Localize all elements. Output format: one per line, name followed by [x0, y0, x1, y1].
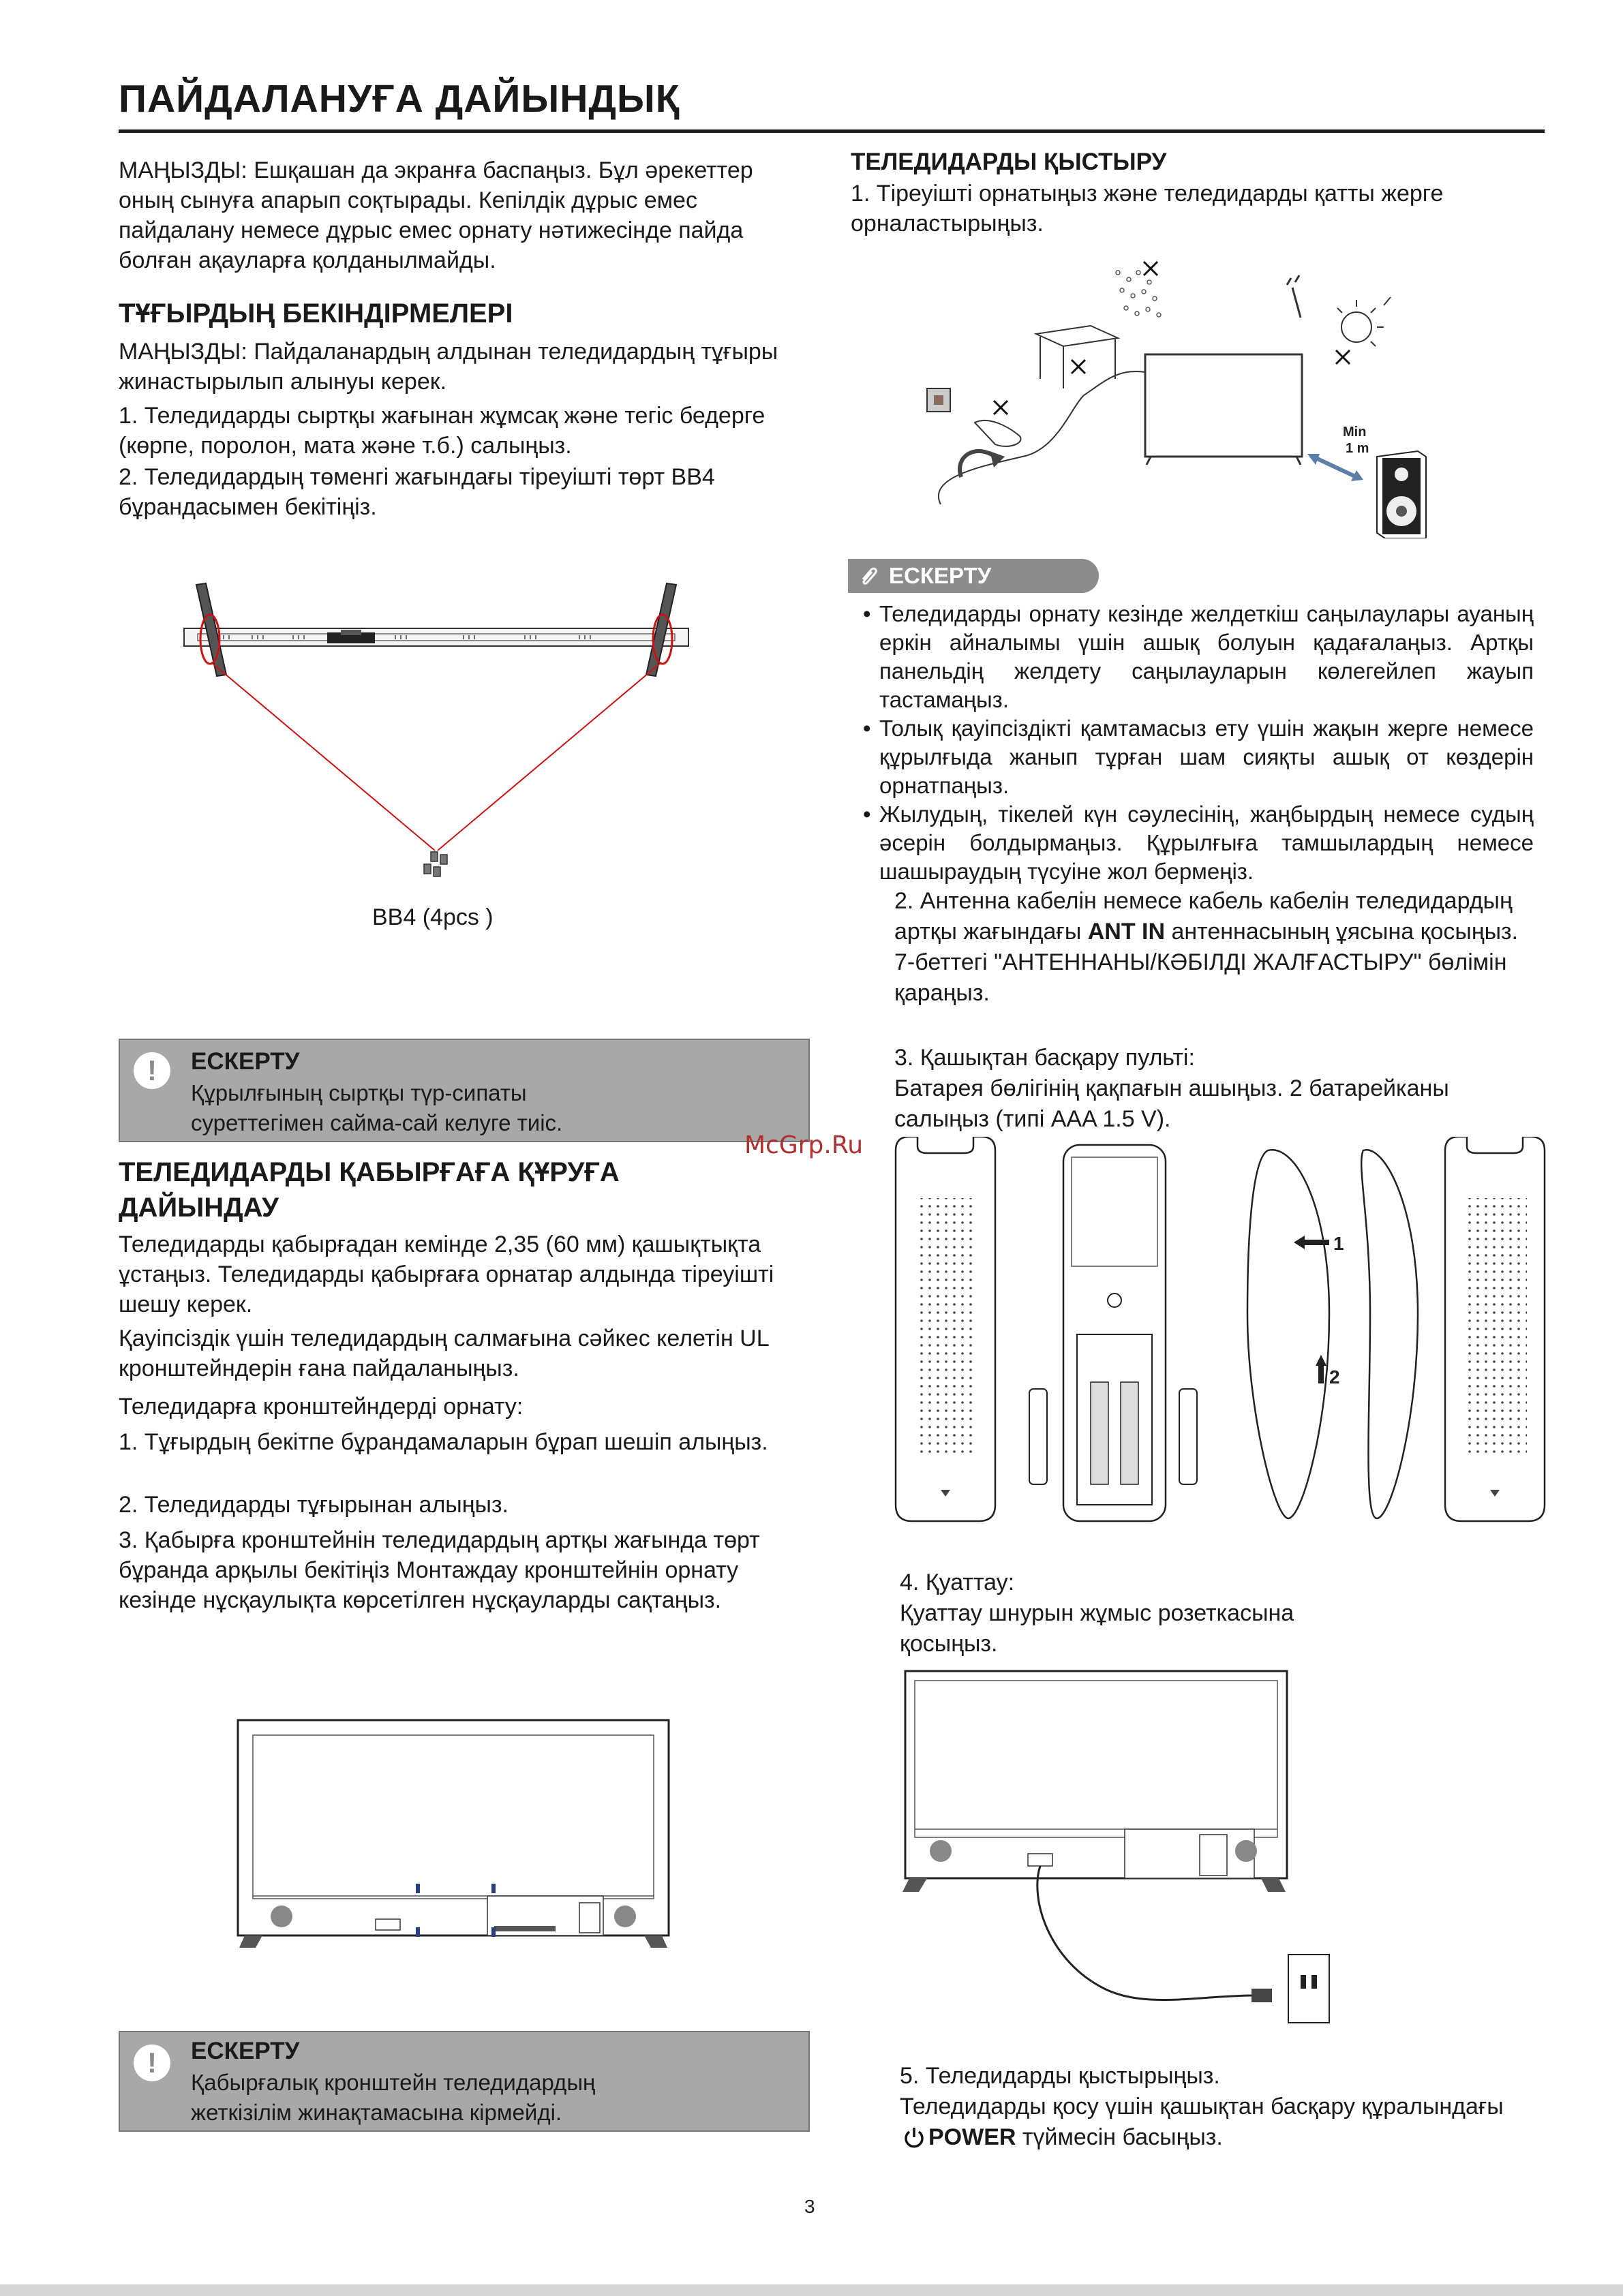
remote-back-cover-icon — [1445, 1137, 1545, 1521]
wall-mount-intro: Теледидарға кронштейндерді орнату: — [119, 1394, 524, 1420]
wall-outlet-icon — [927, 388, 950, 412]
leader-lines — [211, 662, 661, 851]
water-drops-icon — [1116, 271, 1161, 317]
connect-step-3-text: Батарея бөлігінің қақпағын ашыңыз. 2 батарейканы салыңыз (типі AAA 1.5 V). — [894, 1075, 1449, 1132]
note-box-appearance — [119, 1039, 810, 1142]
wall-mount-safety: Қауіпсіздік үшін теледидардың салмағына сәйкес келетін UL кронштейндерін ғана пайдаланыңыз. — [119, 1326, 769, 1381]
connect-step-5-text-a: Теледидарды қосу үшін қашықтан басқару құралындағы — [900, 2094, 1504, 2119]
note-text: Құрылғының сыртқы түр-сипаты суреттегімен сайма-сай келуге тиіс. — [191, 1080, 563, 1135]
remote-battery-diagram — [893, 1137, 1547, 1525]
ant-in-label: ANT IN — [1087, 919, 1166, 945]
caution-bullet-fire: • Толық қауіпсіздікті қамтамасыз ету үшін жақын жерге немесе құрылғыда жанып тұрған шам сияқты ашық от көздерін орнатпаңыз. — [879, 714, 1534, 800]
exclamation-icon: ! — [134, 2045, 170, 2081]
connect-step-3-title: 3. Қашықтан басқару пульті: — [894, 1045, 1195, 1071]
caution-label: ЕСКЕРТУ — [889, 563, 992, 588]
stand-important: МАҢЫЗДЫ: Пайдаланардың алдынан теледидардың тұғыры жинастырылып алынуы керек. — [119, 339, 778, 395]
wall-mount-step-3: 3. Қабырға кронштейнін теледидардың артқы жағында төрт бұранда арқылы бекітіңіз Монтаждау кронштейнін орнату кезінде нұсқаулықта көрсетілген нұсқауларды сақтаңыз. — [119, 1527, 760, 1613]
caution-bullet-water: • Жылудың, тікелей күн сәулесінің, жаңбырдың немесе судың әсерін болдырмаңыз. Құрылғыға тамшылардың немесе шашыраудың түсуіне жол бермеңіз. — [879, 800, 1534, 886]
plug-icon — [1252, 1989, 1272, 2002]
wall-mount-distance: Теледидарды қабырғадан кемінде 2,35 (60 мм) қашықтықта ұстаңыз. Теледидарды қабырғаға орнатар алдында тіреуішті шешу керек. — [119, 1231, 774, 1317]
screw-label: BB4 (4pcs ) — [372, 904, 494, 930]
stand-screw-diagram — [170, 572, 702, 893]
screws-icon — [424, 852, 447, 876]
stand-heading: ТҰҒЫРДЫҢ БЕКІНДІРМЕЛЕРІ — [119, 299, 513, 328]
cable-icon — [939, 371, 1145, 504]
page-number: 3 — [804, 2196, 815, 2217]
wall-mount-step-1: 1. Тұғырдың бекітпе бұрандамаларын бұрап шешіп алыңыз. — [119, 1429, 768, 1455]
tv-back-wall-mount-diagram — [235, 1717, 671, 1953]
paperclip-icon — [858, 564, 882, 587]
wall-socket-icon — [1288, 1955, 1329, 2023]
connect-step-4-title: 4. Қуаттау: — [900, 1570, 1015, 1595]
important-intro: МАҢЫЗДЫ: Ешқашан да экранға баспаңыз. Бұл әрекеттер оның сынуға апарып соқтырады. Кепілдік дұрыс емес пайдалану немесе дұрыс емес орнату нәтижесінде пайда болған ақауларға қолданылмайды. — [119, 157, 753, 273]
note-title: ЕСКЕРТУ — [191, 1048, 300, 1075]
placement-warnings-diagram — [913, 252, 1445, 538]
hand-plug-icon — [975, 420, 1021, 446]
connect-heading: ТЕЛЕДИДАРДЫ ҚЫСТЫРУ — [851, 149, 1167, 175]
caution-bullet-ventilation: • Теледидарды орнату кезінде желдеткіш саңылаулары ауаның еркін айналымы үшін ашық болуын қадағалаңыз. Артқы панельдің желдету саңылауларын көлегейлеп жауып тастамаңыз. — [879, 600, 1534, 714]
power-cord-diagram — [900, 1668, 1541, 2070]
power-icon — [902, 2126, 926, 2149]
note-text: Қабырғалық кронштейн теледидардың жеткізілім жинақтамасына кірмейді. — [191, 2070, 596, 2125]
min-distance-label-1: Min — [1343, 425, 1367, 440]
table-icon — [1036, 326, 1118, 388]
connect-step-5 — [900, 2061, 1513, 2153]
connect-step-5-text — [900, 2092, 1513, 2153]
exclamation-icon: ! — [134, 1052, 170, 1089]
connect-step-4 — [900, 1567, 1377, 1659]
remote-cover-side-icon — [1361, 1150, 1418, 1518]
double-arrow-icon — [1313, 457, 1356, 477]
note-title: ЕСКЕРТУ — [191, 2038, 300, 2064]
page-title: ПАЙДАЛАНУҒА ДАЙЫНДЫҚ — [119, 77, 680, 121]
remote-side-icon — [1247, 1150, 1329, 1518]
connect-step-2-text-a: 2. Антенна кабелін немесе кабель кабелін теледидардың артқы жағындағы — [894, 888, 1513, 945]
stand-step-2: 2. Теледидардың төменгі жағындағы тіреуішті төрт BB4 бұрандасымен бекітіңіз. — [119, 464, 715, 520]
rotate-arrow-icon — [960, 451, 1005, 477]
lamp-icon — [1287, 275, 1301, 318]
connect-step-5-title: 5. Теледидарды қыстырыңыз. — [900, 2063, 1220, 2089]
speaker-icon — [1377, 451, 1426, 538]
tv-bottom-edge-illustration — [184, 628, 688, 646]
connect-step-1: 1. Тіреуішті орнатыңыз және теледидарды қатты жерге орналастырыңыз. — [851, 181, 1444, 236]
watermark: McGrp.Ru — [744, 1131, 864, 1159]
remote-front-icon — [896, 1137, 995, 1521]
arrow-label-1: 1 — [1333, 1233, 1344, 1254]
arrow-label-2: 2 — [1329, 1366, 1340, 1388]
connect-step-2 — [894, 886, 1521, 1009]
sun-icon — [1337, 297, 1391, 346]
connect-step-2-text-b: антеннасының ұясына қосыңыз. 7-беттегі "АНТЕННАНЫ/КӘБІЛДІ ЖАЛҒАСТЫРУ" бөлімін қараңыз. — [894, 919, 1519, 1006]
bottom-border — [0, 2284, 1623, 2296]
title-divider — [119, 129, 1545, 133]
connect-step-5-text-b: түймесін басыңыз. — [1016, 2124, 1223, 2150]
wall-mount-heading: ТЕЛЕДИДАРДЫ ҚАБЫРҒАҒА ҚҰРУҒА ДАЙЫНДАУ — [119, 1157, 620, 1223]
tv-front-icon — [1145, 354, 1302, 465]
connect-step-3 — [894, 1043, 1535, 1135]
wall-mount-step-2: 2. Теледидарды тұғырынан алыңыз. — [119, 1492, 509, 1518]
power-button-label: POWER — [928, 2124, 1016, 2150]
remote-open-back-icon — [1063, 1145, 1166, 1521]
min-distance-label-2: 1 m — [1346, 441, 1369, 456]
caution-badge — [848, 559, 1099, 593]
connect-step-4-text: Қуаттау шнурын жұмыс розеткасына қосыңыз. — [900, 1600, 1294, 1657]
stand-step-1: 1. Теледидарды сыртқы жағынан жұмсақ және тегіс бедерге (көрпе, поролон, мата және т.б.) салыңыз. — [119, 403, 765, 459]
note-box-bracket — [119, 2031, 810, 2132]
